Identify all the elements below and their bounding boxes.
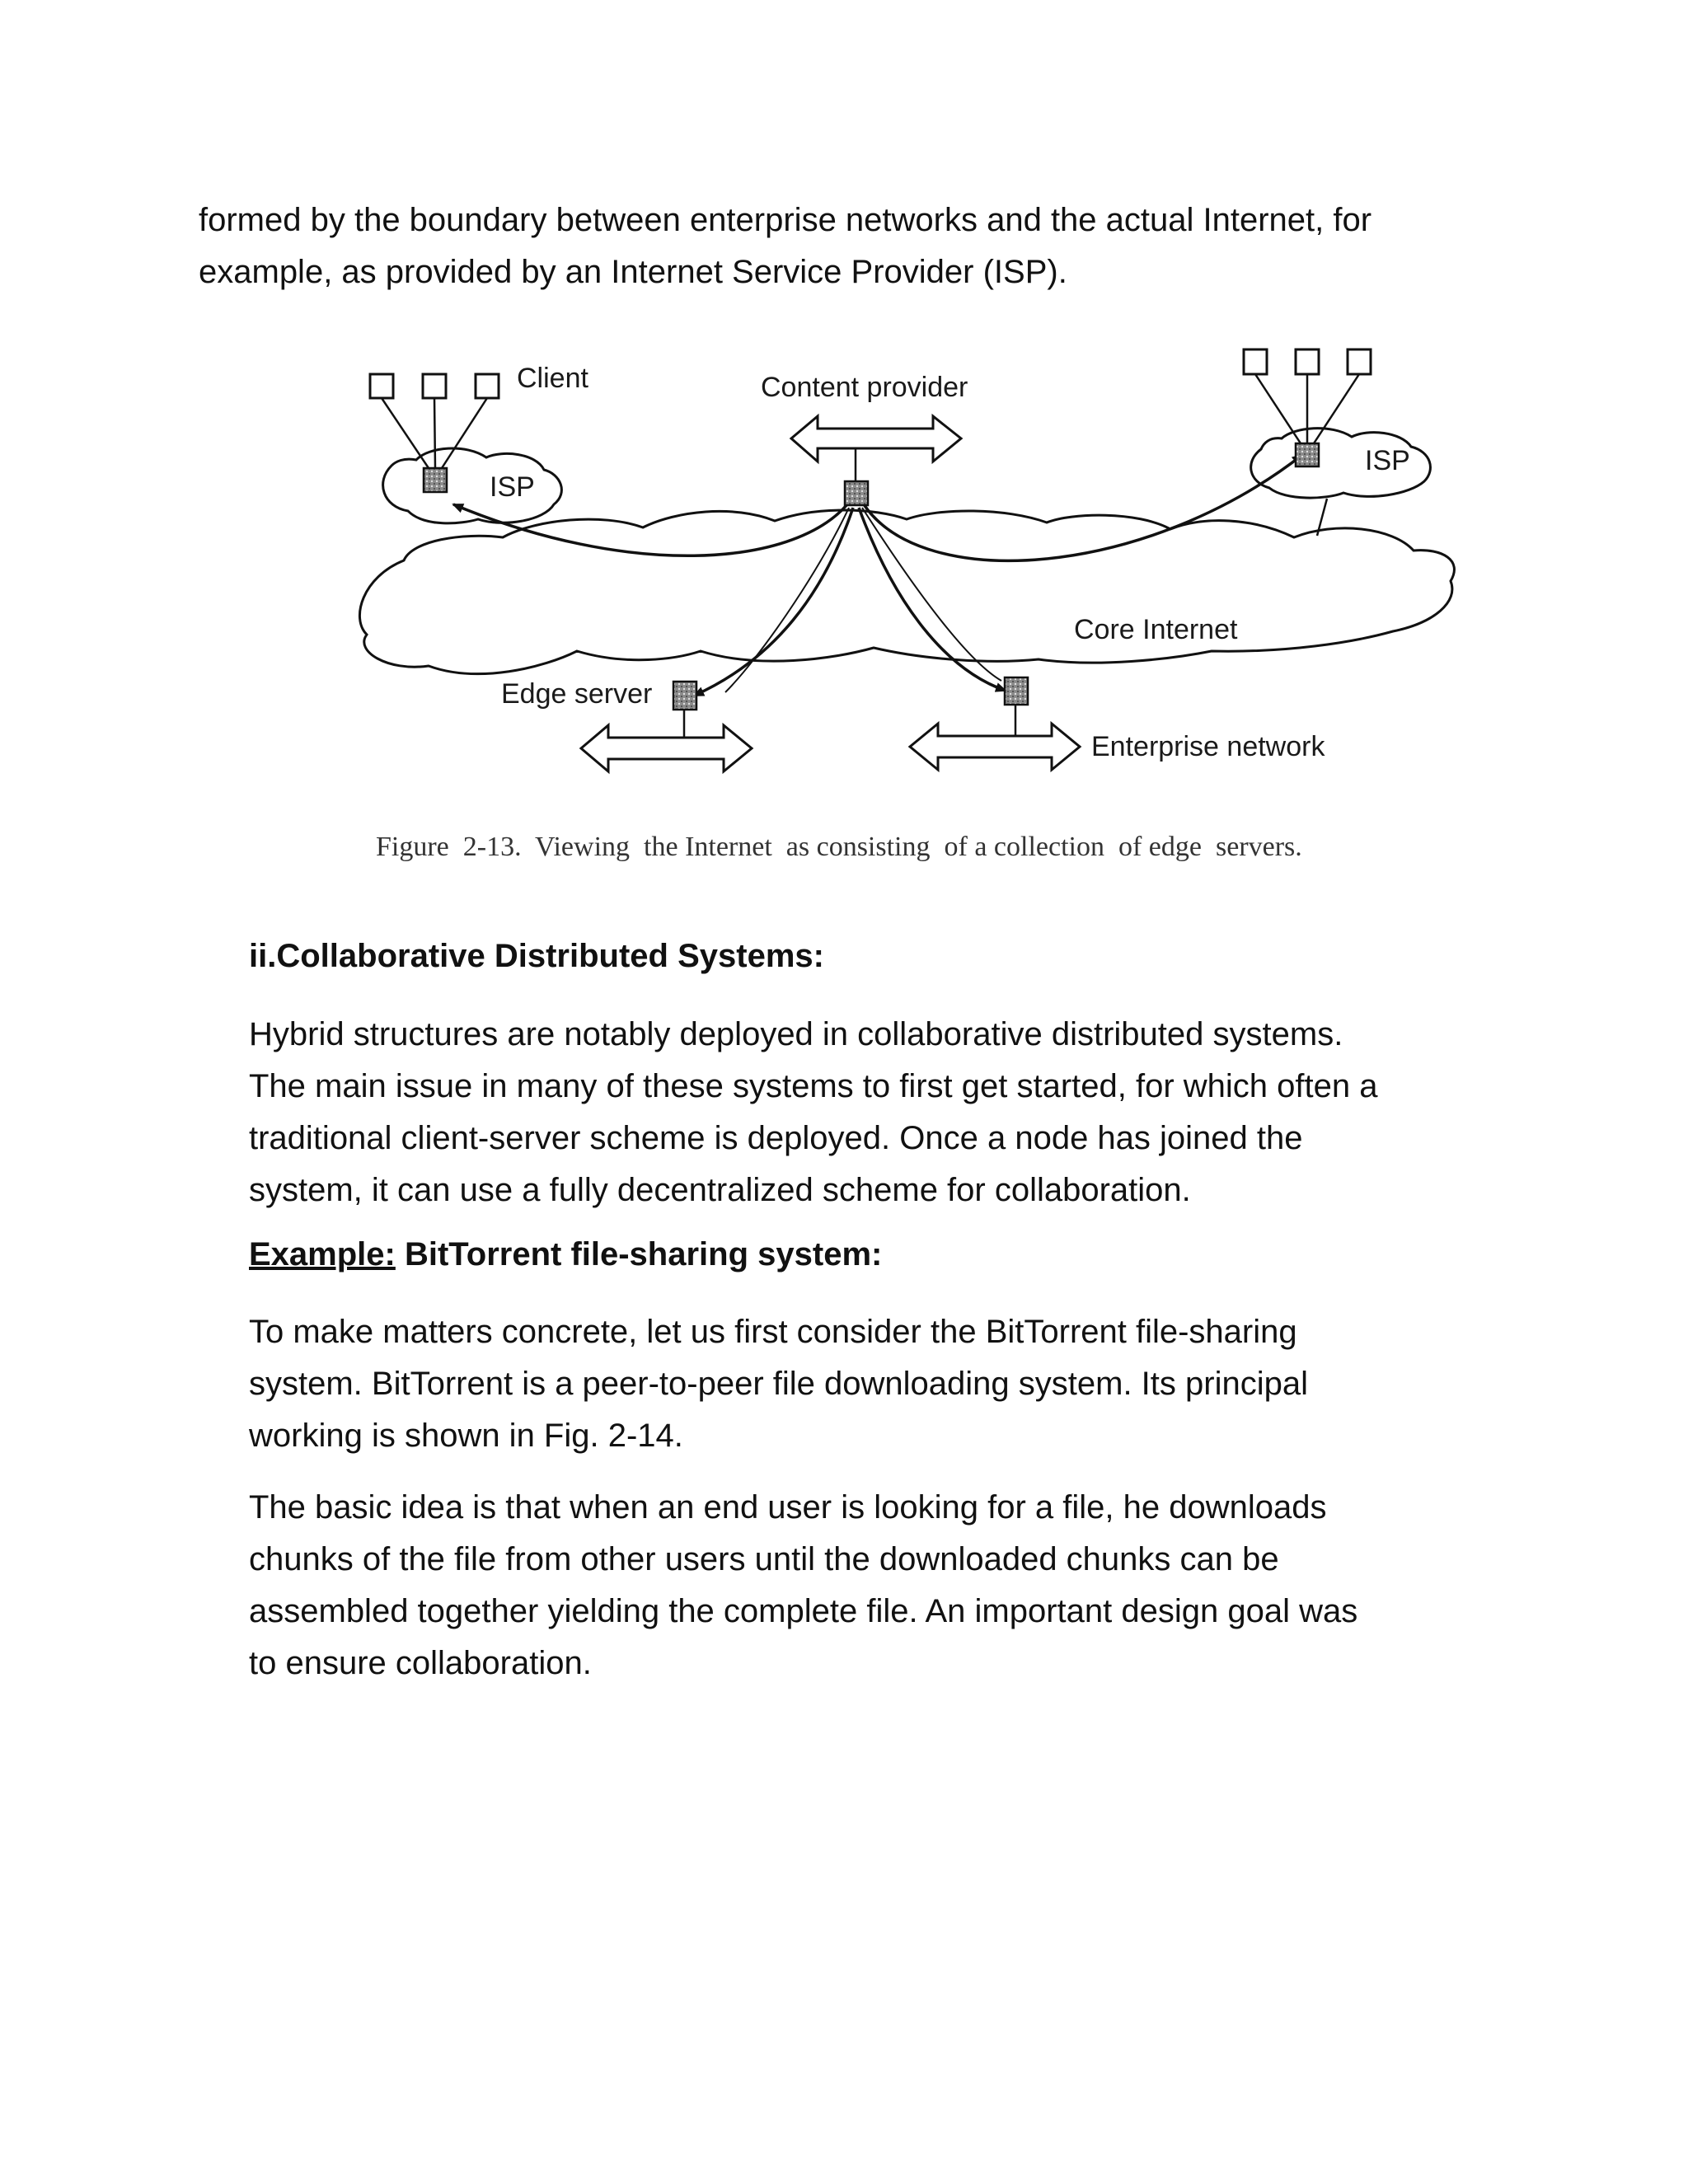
example-label: Example: xyxy=(249,1236,396,1272)
paragraph-line: To make matters concrete, let us first consider the BitTorrent file-sharing xyxy=(249,1314,1297,1350)
enterprise-network-label: Enterprise network xyxy=(1091,731,1325,762)
isp-right-label: ISP xyxy=(1365,445,1410,476)
right-clients xyxy=(1244,349,1371,443)
content-provider-label: Content provider xyxy=(761,372,968,403)
client-box xyxy=(1244,349,1267,374)
client-box xyxy=(1296,349,1319,374)
isp-left-server xyxy=(424,468,447,492)
example-title: BitTorrent file-sharing system: xyxy=(395,1236,883,1272)
paragraph-line: working is shown in Fig. 2-14. xyxy=(249,1418,683,1454)
core-internet-cloud xyxy=(359,510,1454,674)
paragraph-line: to ensure collaboration. xyxy=(249,1645,592,1681)
paragraph-line: The main issue in many of these systems to first get started, for which often a xyxy=(249,1068,1378,1104)
edge-server-node xyxy=(673,682,696,710)
figure-caption: Figure 2-13. Viewing the Internet as consisting of a collection of edge servers. xyxy=(376,832,1302,862)
bittorrent-idea-paragraph xyxy=(249,1482,1535,1690)
paragraph-line: assembled together yielding the complete file. An important design goal was xyxy=(249,1593,1358,1629)
client-box xyxy=(423,374,446,398)
client-box xyxy=(370,374,393,398)
core-internet-label: Core Internet xyxy=(1074,614,1238,645)
section-heading: ii.Collaborative Distributed Systems: xyxy=(249,938,824,974)
paragraph-line: Hybrid structures are notably deployed in collaborative distributed systems. xyxy=(249,1016,1343,1052)
paragraph-line: chunks of the file from other users until the downloaded chunks can be xyxy=(249,1541,1279,1577)
edge-server-label: Edge server xyxy=(501,678,653,710)
paragraph-line: system. BitTorrent is a peer-to-peer file downloading system. Its principal xyxy=(249,1366,1308,1402)
paragraph-line: system, it can use a fully decentralized scheme for collaboration. xyxy=(249,1172,1191,1208)
distribution-arrows xyxy=(453,455,1302,696)
collaborative-paragraph xyxy=(249,1009,1535,1216)
edge-servers-figure xyxy=(0,0,1688,907)
content-provider-double-arrow xyxy=(791,416,961,462)
isp-left-label: ISP xyxy=(490,471,535,503)
client-box xyxy=(1348,349,1371,374)
enterprise-server-node xyxy=(1005,677,1028,705)
paragraph-line: The basic idea is that when an end user is looking for a file, he downloads xyxy=(249,1489,1327,1526)
client-box xyxy=(476,374,499,398)
isp-right-server xyxy=(1296,443,1319,466)
example-heading xyxy=(249,1236,882,1273)
enterprise-double-arrow xyxy=(910,724,1080,770)
edge-server-double-arrow xyxy=(581,725,752,771)
bittorrent-intro-paragraph xyxy=(249,1306,1535,1462)
intro-line: example, as provided by an Internet Service Provider (ISP). xyxy=(199,254,1067,290)
paragraph-line: traditional client-server scheme is deployed. Once a node has joined the xyxy=(249,1120,1303,1156)
content-provider-server xyxy=(845,481,868,505)
client-label: Client xyxy=(517,363,588,394)
intro-line: formed by the boundary between enterprise networks and the actual Internet, for xyxy=(199,202,1372,238)
